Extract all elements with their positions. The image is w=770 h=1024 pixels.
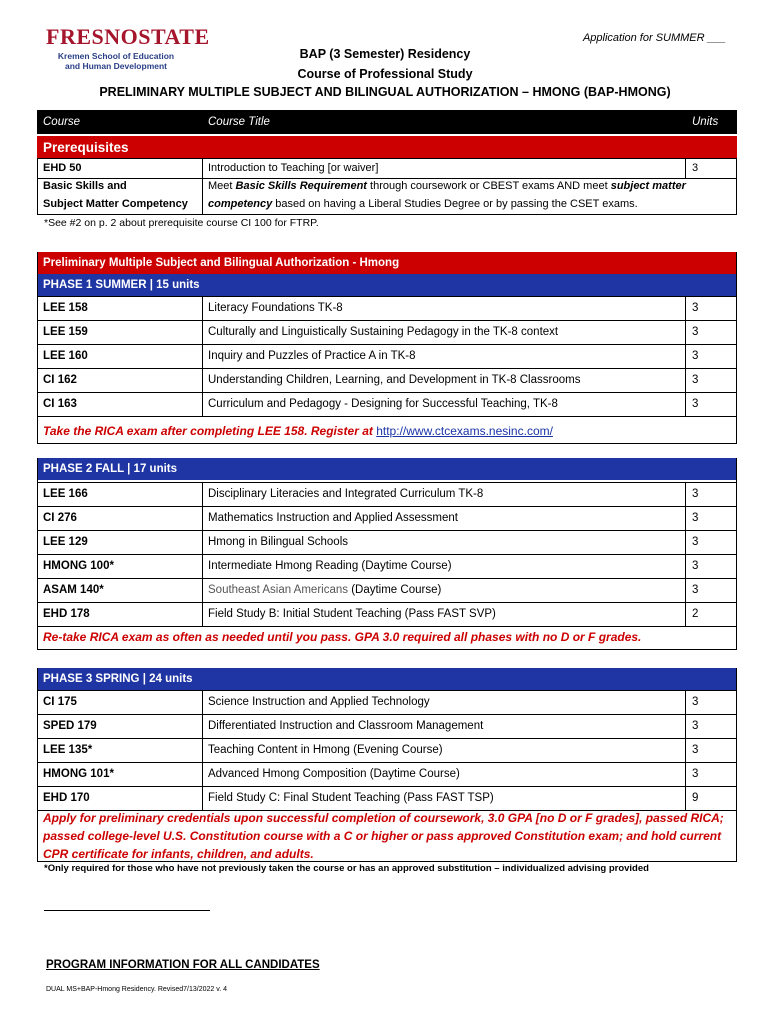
table-row [37, 482, 737, 506]
table-row [37, 296, 737, 320]
course-code-line2: Subject Matter Competency [43, 198, 188, 210]
course-code: CI 162 [43, 374, 77, 386]
revision-note: DUAL MS+BAP-Hmong Residency. Revised7/13/2022 v. 4 [46, 986, 227, 993]
course-code: LEE 160 [43, 350, 88, 362]
signature-line [44, 910, 210, 911]
course-title: Disciplinary Literacies and Integrated Curriculum TK-8 [208, 488, 484, 500]
course-title: Introduction to Teaching [or waiver] [208, 162, 379, 174]
course-title: Differentiated Instruction and Classroom Management [208, 720, 484, 732]
table-row [37, 738, 737, 762]
course-units: 3 [692, 488, 699, 500]
table-row [37, 602, 737, 626]
header-units: Units [692, 116, 719, 128]
table-row [37, 690, 737, 714]
course-title: Science Instruction and Applied Technology [208, 696, 430, 708]
course-title: Literacy Foundations TK-8 [208, 302, 343, 314]
course-units: 3 [692, 536, 699, 548]
table-row [37, 554, 737, 578]
table-row [37, 392, 737, 416]
table-row [37, 762, 737, 786]
header-title: Course Title [208, 116, 270, 128]
course-title: Mathematics Instruction and Applied Assessment [208, 512, 458, 524]
phase2-note: Re-take RICA exam as often as needed until you pass. GPA 3.0 required all phases with no D or F grades. [43, 630, 642, 644]
course-title-line1: Meet Basic Skills Requirement through coursework or CBEST exams AND meet subject matter [208, 180, 686, 192]
table-row [37, 578, 737, 602]
course-title: Field Study B: Initial Student Teaching (Pass FAST SVP) [208, 608, 496, 620]
table-row [37, 344, 737, 368]
course-title: Teaching Content in Hmong (Evening Course) [208, 744, 443, 756]
course-title: Curriculum and Pedagogy - Designing for Successful Teaching, TK-8 [208, 398, 558, 410]
prerequisites-label: Prerequisites [43, 139, 129, 155]
phase3-section [37, 668, 737, 862]
prerequisites-note: *See #2 on p. 2 about prerequisite course CI 100 for FTRP. [44, 217, 319, 229]
phase3-label: PHASE 3 SPRING | 24 units [43, 673, 193, 685]
course-code: CI 163 [43, 398, 77, 410]
phase1-section [37, 252, 737, 444]
course-units: 3 [692, 326, 699, 338]
course-title: Advanced Hmong Composition (Daytime Course) [208, 768, 460, 780]
course-title: Intermediate Hmong Reading (Daytime Course) [208, 560, 452, 572]
course-code: EHD 170 [43, 792, 90, 804]
table-row [37, 506, 737, 530]
course-units: 3 [692, 350, 699, 362]
course-title: Inquiry and Puzzles of Practice A in TK-8 [208, 350, 416, 362]
course-title: Hmong in Bilingual Schools [208, 536, 348, 548]
course-code: SPED 179 [43, 720, 97, 732]
course-code: ASAM 140* [43, 584, 104, 596]
course-units: 9 [692, 792, 699, 804]
course-units: 3 [692, 584, 699, 596]
course-units: 3 [692, 768, 699, 780]
course-units: 3 [692, 744, 699, 756]
table-row [37, 714, 737, 738]
phase1-note: Take the RICA exam after completing LEE 158. Register at http://www.ctcexams.nesinc.com/ [43, 424, 553, 438]
program-title: Preliminary Multiple Subject and Bilingual Authorization - Hmong [43, 257, 400, 269]
footnote: *Only required for those who have not previously taken the course or has an approved substitution – individualized advising provided [44, 863, 649, 874]
course-units: 3 [692, 162, 699, 174]
logo-subtitle-line1: Kremen School of Education [57, 51, 175, 61]
course-title: Southeast Asian Americans (Daytime Course) [208, 584, 442, 596]
course-units: 3 [692, 720, 699, 732]
course-units: 3 [692, 560, 699, 572]
course-code: LEE 166 [43, 488, 88, 500]
heading-course-of-study: Course of Professional Study [297, 67, 473, 81]
heading-residency: BAP (3 Semester) Residency [299, 47, 471, 61]
table-row [37, 368, 737, 392]
logo-subtitle-line2: and Human Development [64, 61, 168, 71]
course-title: Understanding Children, Learning, and Development in TK-8 Classrooms [208, 374, 581, 386]
course-code: EHD 178 [43, 608, 90, 620]
course-title: Field Study C: Final Student Teaching (Pass FAST TSP) [208, 792, 494, 804]
header-course: Course [43, 116, 81, 128]
course-units: 3 [692, 398, 699, 410]
course-units: 3 [692, 696, 699, 708]
course-code: HMONG 100* [43, 560, 114, 572]
course-code: LEE 158 [43, 302, 88, 314]
course-code: CI 175 [43, 696, 77, 708]
phase2-label: PHASE 2 FALL | 17 units [43, 463, 178, 475]
course-units: 3 [692, 512, 699, 524]
phase3-note: Apply for preliminary credentials upon successful completion of coursework, 3.0 GPA [no D or F grades], passed RICA; passed college-level U.S. Constitution course with a C or higher or pass approved Constitution exam; and hold current CPR certificate for infants, children, and adults. [43, 811, 724, 861]
course-code: LEE 159 [43, 326, 88, 338]
course-code: LEE 129 [43, 536, 88, 548]
logo-wordmark: FRESNOSTATE [46, 24, 210, 49]
course-code: CI 276 [43, 512, 77, 524]
phase2-section [37, 458, 737, 650]
course-title: Culturally and Linguistically Sustaining Pedagogy in the TK-8 context [208, 326, 559, 338]
course-units: 3 [692, 374, 699, 386]
phase1-label: PHASE 1 SUMMER | 15 units [43, 279, 200, 291]
prerequisites-section [37, 136, 737, 214]
table-row [37, 158, 737, 178]
course-code: EHD 50 [43, 162, 82, 174]
course-title-line2: competency based on having a Liberal Studies Degree or by passing the CSET exams. [208, 198, 638, 210]
heading-program: PRELIMINARY MULTIPLE SUBJECT AND BILINGUAL AUTHORIZATION – HMONG (BAP-HMONG) [99, 85, 671, 99]
application-for: Application for SUMMER ___ [582, 32, 726, 44]
program-info-heading: PROGRAM INFORMATION FOR ALL CANDIDATES [46, 959, 320, 971]
table-row [37, 786, 737, 810]
course-code: HMONG 101* [43, 768, 114, 780]
course-units: 2 [692, 608, 699, 620]
ctc-exams-link[interactable]: http://www.ctcexams.nesinc.com/ [376, 424, 553, 438]
table-row [37, 178, 737, 214]
course-code: LEE 135* [43, 744, 93, 756]
course-code-line1: Basic Skills and [43, 180, 127, 192]
course-units: 3 [692, 302, 699, 314]
table-row [37, 530, 737, 554]
table-row [37, 320, 737, 344]
